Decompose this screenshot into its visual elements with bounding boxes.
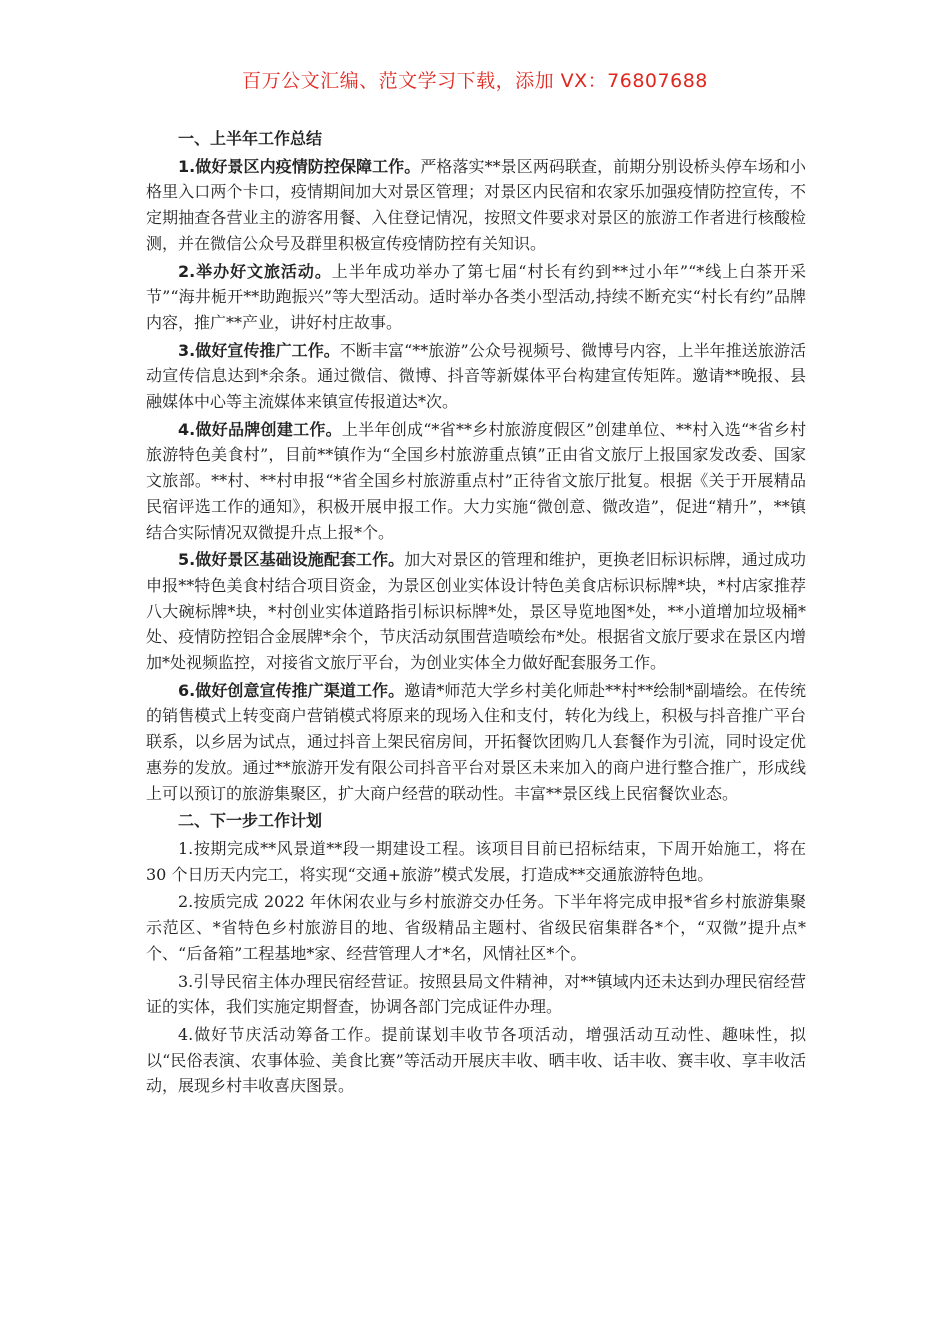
summary-item [146, 338, 806, 415]
summary-item [146, 259, 806, 336]
summary-item [146, 417, 806, 546]
summary-item-title: 1.做好景区内疫情防控保障工作。 [178, 156, 421, 176]
summary-item-text: 不断丰富“**旅游”公众号视频号、微博号内容，上半年推送旅游活动宣传信息达到*余条。通过微信、微博、抖音等新媒体平台构建宣传矩阵。邀请**晚报、县融媒体中心等主流媒体来镇宣传报道达*次。 [146, 340, 806, 412]
download-banner: 百万公文汇编、范文学习下载，添加 VX：76807688 [242, 70, 708, 92]
plan-item: 3.引导民宿主体办理民宿经营证。按照县局文件精神，对**镇域内还未达到办理民宿经营证的实体，我们实施定期督查，协调各部门完成证件办理。 [146, 971, 806, 1017]
plan-item: 2.按质完成 2022 年休闲农业与乡村旅游交办任务。下半年将完成申报*省乡村旅游集聚示范区、*省特色乡村旅游目的地、省级精品主题村、省级民宿集群各*个，“双微”提升点*个、“后备箱”工程基地*家、经营管理人才*名，风情社区*个。 [146, 892, 806, 963]
summary-item [146, 154, 806, 257]
summary-item-title: 2.举办好文旅活动。 [178, 261, 332, 281]
summary-item-text: 加大对景区的管理和维护，更换老旧标识标牌，通过成功申报**特色美食村结合项目资金，为景区创业实体设计特色美食店标识标牌*块，*村店家推荐八大碗标牌*块，*村创业实体道路指引标识标牌*处，景区导览地图*处，**小道增加垃圾桶*处、疫情防控铝合金展牌*余个，节庆活动氛围营造喷绘布*处。根据省文旅厅要求在景区内增加*处视频监控，对接省文旅厅平台，为创业实体全力做好配套服务工作。 [146, 550, 806, 673]
summary-item-title: 5.做好景区基础设施配套工作。 [178, 550, 405, 570]
summary-item-title: 6.做好创意宣传推广渠道工作。 [178, 680, 405, 700]
summary-item-title: 3.做好宣传推广工作。 [178, 340, 340, 360]
plan-item: 4.做好节庆活动筹备工作。提前谋划丰收节各项活动，增强活动互动性、趣味性，拟以“民俗表演、农事体验、美食比赛”等活动开展庆丰收、晒丰收、话丰收、赛丰收、享丰收活动，展现乡村丰收喜庆图景。 [146, 1024, 806, 1096]
summary-item-text: 上半年创成“*省**乡村旅游度假区”创建单位、**村入选“*省乡村旅游特色美食村”，目前**镇作为“全国乡村旅游重点镇”正由省文旅厅上报国家发改委、国家文旅部。**村、**村申报“*省全国乡村旅游重点村”正待省文旅厅批复。根据《关于开展精品民宿评选工作的通知》，积极开展申报工作。大力实施“微创意、微改造”，促进“精升”，**镇结合实际情况双微提升点上报*个。 [146, 419, 806, 542]
summary-item-text: 严格落实**景区两码联查，前期分别设桥头停车场和小格里入口两个卡口，疫情期间加大对景区管理；对景区内民宿和农家乐加强疫情防控宣传，不定期抽查各营业主的游客用餐、入住登记情况，按照文件要求对景区的旅游工作者进行核酸检测，并在微信公众号及群里积极宣传疫情防控有关知识。 [146, 156, 806, 253]
plan-item: 1.按期完成**风景道**段一期建设工程。该项目目前已招标结束，下周开始施工，将在 30 个日历天内完工，将实现“交通+旅游”模式发展，打造成**交通旅游特色地。 [146, 838, 806, 884]
summary-item-title: 4.做好品牌创建工作。 [178, 419, 342, 439]
summary-item [146, 547, 806, 676]
section-heading-plan: 二、下一步工作计划 [178, 811, 323, 831]
summary-item-text: 邀请*师范大学乡村美化师赴**村**绘制*副墙绘。在传统的销售模式上转变商户营销模式将原来的现场入住和支付，转化为线上，积极与抖音推广平台联系，以乡居为试点，通过抖音上架民宿房间，开拓餐饮团购几人套餐作为引流，同时设定优惠券的发放。通过**旅游开发有限公司抖音平台对景区未来加入的商户进行整合推广，形成线上可以预订的旅游集聚区，扩大商户经营的联动性。丰富**景区线上民宿餐饮业态。 [146, 680, 806, 803]
summary-item-text: 上半年成功举办了第七届“村长有约到**过小年”“*线上白茶开采节”“海井栀开**助跑振兴”等大型活动。适时举办各类小型活动,持续不断充实“村长有约”品牌内容，推广**产业，讲好村庄故事。 [146, 261, 806, 332]
summary-item [146, 678, 806, 807]
section-heading-summary: 一、上半年工作总结 [178, 129, 323, 148]
document-body [146, 124, 806, 1101]
